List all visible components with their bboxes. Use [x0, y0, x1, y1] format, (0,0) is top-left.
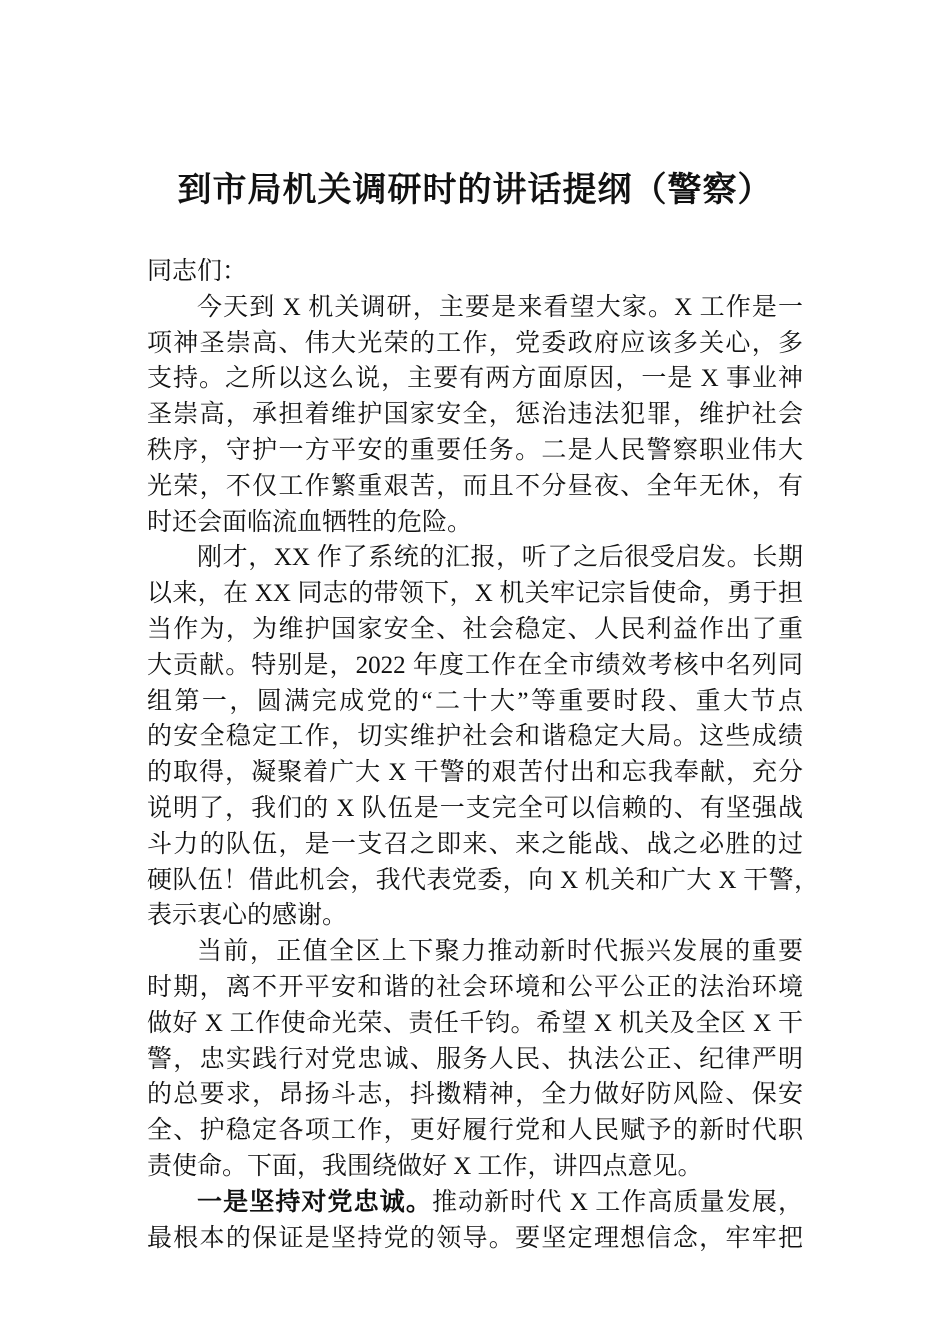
text-line: 做好 X 工作使命光荣、责任千钧。希望 X 机关及全区 X 干	[147, 1009, 803, 1037]
text-line: 的总要求，昂扬斗志，抖擞精神，全力做好防风险、保安	[147, 1081, 803, 1109]
text-line: 秩序，守护一方平安的重要任务。二是人民警察职业伟大	[147, 436, 803, 464]
text-line: 表示衷心的感谢。	[147, 902, 348, 930]
text-line: 当前，正值全区上下聚力推动新时代振兴发展的重要	[197, 938, 803, 966]
text-line: 圣崇高，承担着维护国家安全，惩治违法犯罪，维护社会	[147, 401, 803, 429]
text-line: 项神圣崇高、伟大光荣的工作，党委政府应该多关心，多	[147, 329, 803, 357]
text-line: 的取得，凝聚着广大 X 干警的艰苦付出和忘我奉献，充分	[147, 759, 803, 787]
text-line: 硬队伍！借此机会，我代表党委，向 X 机关和广大 X 干警，	[147, 866, 819, 894]
text-line: 组第一，圆满完成党的“二十大”等重要时段、重大节点	[147, 687, 803, 715]
paragraph-2	[147, 540, 819, 934]
text-line: 光荣，不仅工作繁重艰苦，而且不分昼夜、全年无休，有	[147, 472, 803, 500]
document-title: 到市局机关调研时的讲话提纲（警察）	[177, 172, 773, 209]
paragraph-3	[147, 934, 803, 1185]
text-line: 支持。之所以这么说，主要有两方面原因，一是 X 事业神	[147, 365, 803, 393]
text-line: 时还会面临流血牺牲的危险。	[147, 508, 473, 536]
text-line: 的安全稳定工作，切实维护社会和谐稳定大局。这些成绩	[147, 723, 803, 751]
text-line: 全、护稳定各项工作，更好履行党和人民赋予的新时代职	[147, 1117, 803, 1145]
text-line: 斗力的队伍，是一支召之即来、来之能战、战之必胜的过	[147, 830, 803, 858]
section-heading: 一是坚持对党忠诚。	[197, 1188, 432, 1216]
text-span: 推动新时代 X 工作高质量发展，	[431, 1188, 803, 1216]
text-line: 最根本的保证是坚持党的领导。要坚定理想信念，牢牢把	[147, 1224, 803, 1252]
text-line: 当作为，为维护国家安全、社会稳定、人民利益作出了重	[147, 615, 803, 643]
text-line: 今天到 X 机关调研，主要是来看望大家。X 工作是一	[197, 293, 803, 321]
text-line: 刚才，XX 作了系统的汇报，听了之后很受启发。长期	[197, 544, 803, 572]
document-body	[147, 254, 819, 1256]
paragraph-4	[147, 1185, 803, 1257]
text-line: 时期，离不开平安和谐的社会环境和公平公正的法治环境	[147, 973, 803, 1001]
text-line: 警，忠实践行对党忠诚、服务人民、执法公正、纪律严明	[147, 1045, 803, 1073]
text-line: 大贡献。特别是，2022 年度工作在全市绩效考核中名列同	[147, 651, 803, 679]
text-line: 说明了，我们的 X 队伍是一支完全可以信赖的、有坚强战	[147, 794, 803, 822]
text-line	[147, 1185, 803, 1221]
text-line: 责使命。下面，我围绕做好 X 工作，讲四点意见。	[147, 1152, 703, 1180]
paragraph-1	[147, 290, 803, 541]
text-line: 以来，在 XX 同志的带领下，X 机关牢记宗旨使命，勇于担	[147, 580, 803, 608]
salutation: 同志们：	[147, 258, 248, 285]
